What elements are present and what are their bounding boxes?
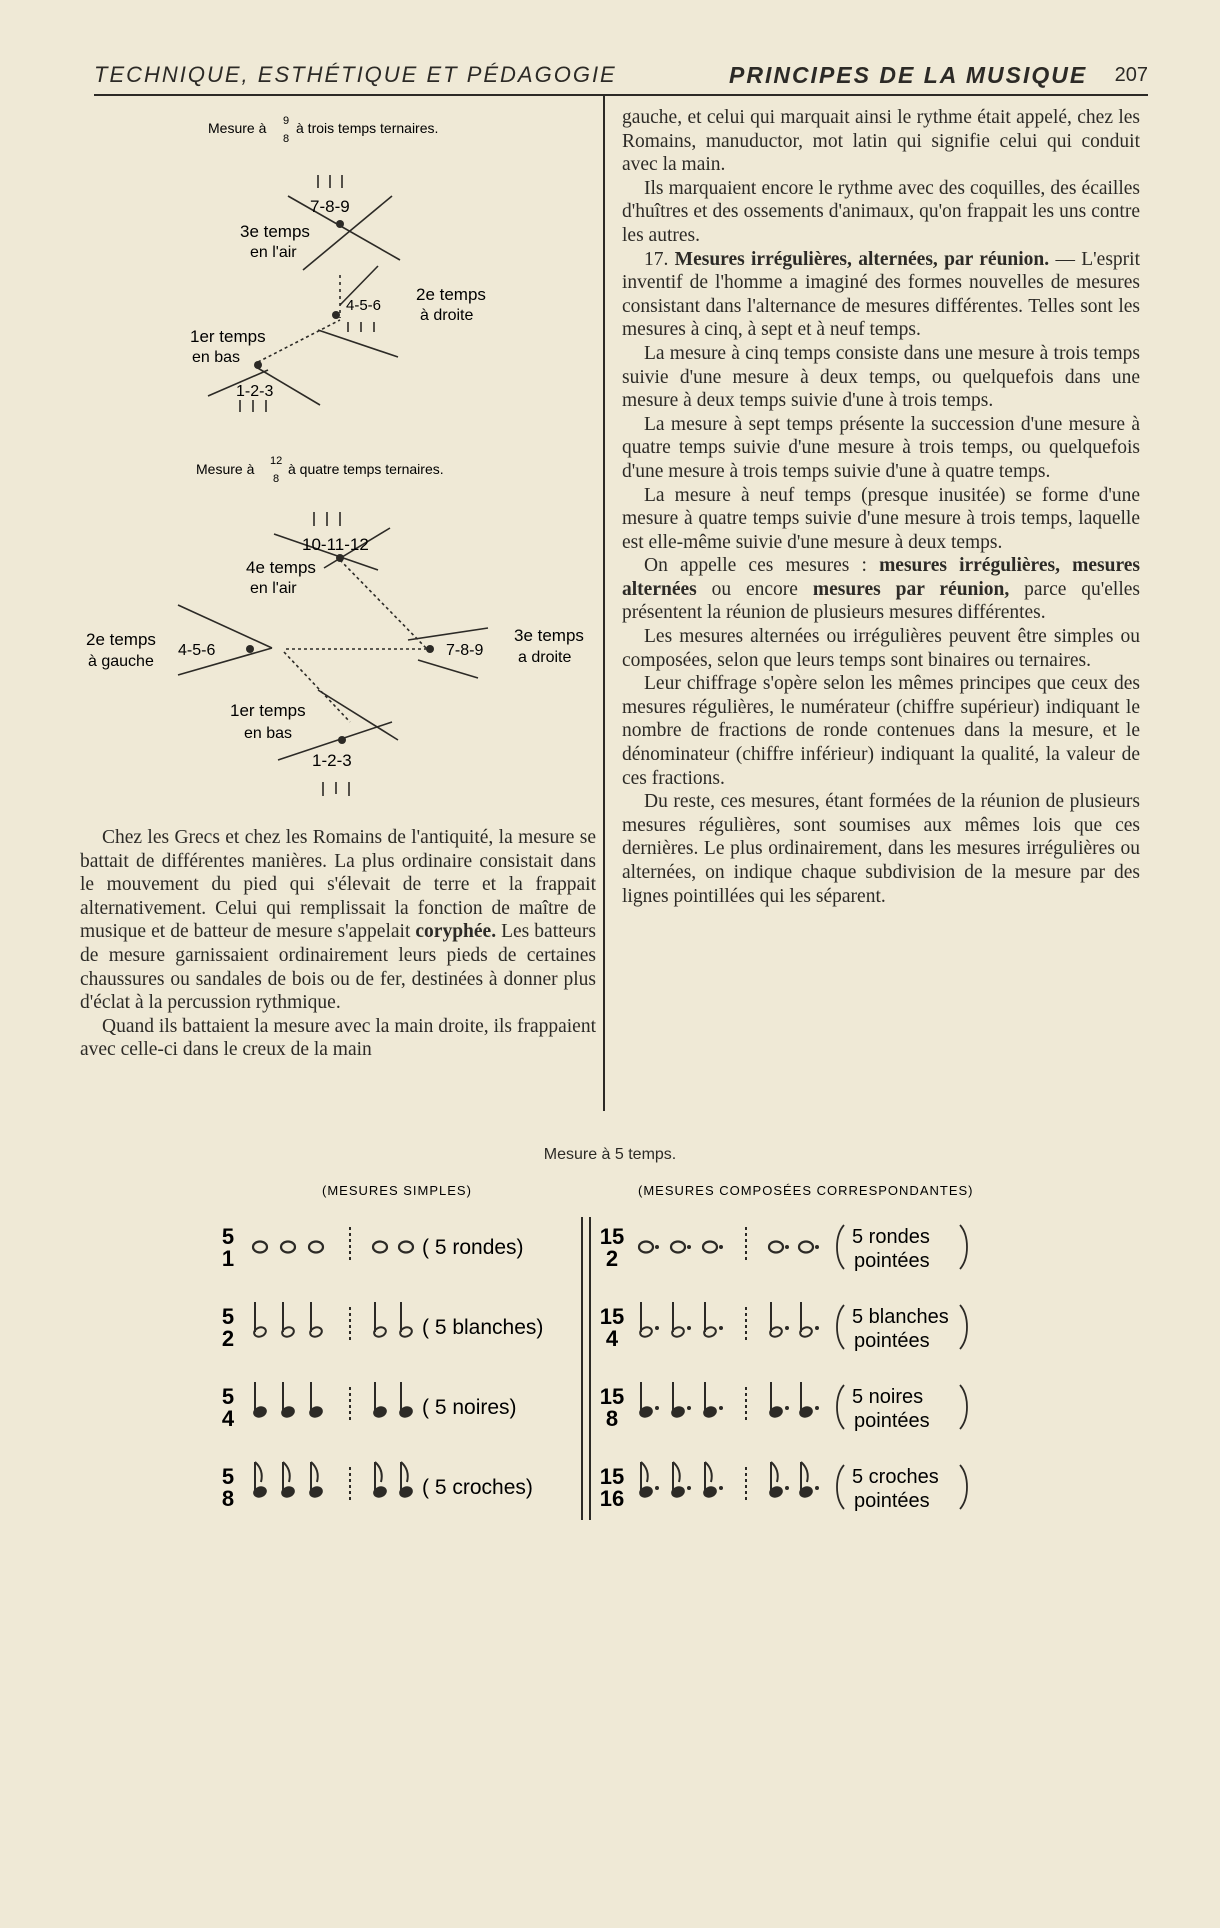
simple-time-signature-denominator: 8 xyxy=(221,1486,235,1511)
dotted-note-icon xyxy=(769,1242,789,1253)
paragraph: Du reste, ces mesures, étant formées de la réunion de plusieurs mesures régulières, sont soumises aux mêmes lois que ces dernières. Le plus ordinairement, dans les mesures irrégulières ou alternées, on indique chaque subdivision de la mesure par des lignes pointillées qui les séparent. xyxy=(622,791,1140,907)
diagram1-frac-den: 8 xyxy=(283,133,290,145)
compound-row-label: 5 rondes xyxy=(852,1226,930,1248)
paragraph-text: parce qu'elles présentent la réunion de plusieurs mesures différentes. xyxy=(622,578,1141,624)
diagram1-t2-sub: à droite xyxy=(420,307,474,324)
diagram1-frac-num: 9 xyxy=(283,115,290,127)
note-icon xyxy=(281,1242,295,1253)
compound-row-sublabel: pointées xyxy=(854,1410,930,1432)
dotted-note-icon xyxy=(671,1462,691,1498)
compound-time-signature-numerator: 15 xyxy=(599,1384,625,1409)
note-icon xyxy=(373,1382,387,1418)
note-icon xyxy=(399,1382,413,1418)
right-column-text xyxy=(622,106,1140,908)
note-icon xyxy=(253,1462,267,1498)
diagram2-t1-sub: en bas xyxy=(244,725,293,742)
paragraph-text: On appelle ces mesures : xyxy=(644,555,867,577)
paragraph: La mesure à sept temps présente la succession d'une mesure à quatre temps suivie d'une mesure à trois temps, ou quelquefois d'une mesure à trois temps suivie d'une à quatre temps. xyxy=(622,413,1140,482)
dotted-note-icon xyxy=(769,1382,789,1418)
section-17 xyxy=(622,248,1140,342)
beating-diagrams xyxy=(78,100,598,810)
dotted-note-icon xyxy=(799,1302,819,1338)
compound-time-signature-denominator: 16 xyxy=(599,1486,625,1511)
column-divider xyxy=(603,96,605,1111)
dotted-note-icon xyxy=(703,1382,723,1418)
compound-row-label: 5 blanches xyxy=(852,1306,949,1328)
compound-row-sublabel: pointées xyxy=(854,1330,930,1352)
running-header xyxy=(94,58,1148,96)
diagram2-caption-post: à quatre temps ternaires. xyxy=(288,461,444,477)
note-icon xyxy=(281,1302,295,1338)
compound-time-signature-denominator: 4 xyxy=(605,1326,619,1351)
paragraph xyxy=(622,554,1140,625)
diagram2-top-group: 10-11-12 xyxy=(302,535,369,554)
dotted-note-icon xyxy=(799,1242,819,1253)
simple-time-signature-numerator: 5 xyxy=(221,1464,235,1489)
section-number: 17. xyxy=(644,248,669,270)
simple-time-signature-numerator: 5 xyxy=(221,1304,235,1329)
page-number: 207 xyxy=(1114,64,1148,86)
paragraph xyxy=(80,826,596,1015)
diagram2-right-group: 7-8-9 xyxy=(446,642,484,659)
paragraph: La mesure à neuf temps (presque inusitée) se forme d'une mesure à quatre temps suivie d'une mesure à trois temps, laquelle est elle-même suivie d'une mesure à deux temps. xyxy=(622,484,1140,553)
left-table-header: (MESURES SIMPLES) xyxy=(322,1183,472,1198)
bold-term: mesures irrégulières, mesures alternées xyxy=(622,555,1140,600)
dotted-note-icon xyxy=(639,1242,659,1253)
paragraph: Quand ils battaient la mesure avec la main droite, ils frappaient avec celle-ci dans le creux de la main xyxy=(80,1015,596,1061)
simple-row-label: ( 5 blanches) xyxy=(422,1316,544,1339)
diagram2-bottom-group: 1-2-3 xyxy=(312,751,352,770)
note-icon xyxy=(253,1302,267,1338)
dotted-note-icon xyxy=(769,1302,789,1338)
note-icon xyxy=(373,1242,387,1253)
compound-time-signature-numerator: 15 xyxy=(599,1224,625,1249)
diagram2-frac-den: 8 xyxy=(273,473,280,485)
left-column-text xyxy=(80,826,596,1062)
diagram2-t1-label: 1er temps xyxy=(230,701,306,720)
diagram2-t3-label: 3e temps xyxy=(514,626,584,645)
simple-row-label: ( 5 croches) xyxy=(422,1476,533,1499)
simple-time-signature-denominator: 4 xyxy=(221,1406,235,1431)
diagram1-t3-label: 3e temps xyxy=(240,222,310,241)
compound-time-signature-numerator: 15 xyxy=(599,1304,625,1329)
paragraph: gauche, et celui qui marquait ainsi le rythme était appelé, chez les Romains, manuductor, mot latin qui signifie celui qui conduit avec la main. xyxy=(622,107,1140,176)
diagram-9-8 xyxy=(190,115,486,412)
section-heading: Mesures irrégulières, alternées, par réunion. xyxy=(674,248,1050,270)
note-icon xyxy=(399,1242,413,1253)
paragraph: Ils marquaient encore le rythme avec des coquilles, des écailles d'huîtres et des ossements d'animaux, qu'on frappait les uns contre les autres. xyxy=(622,177,1140,246)
diagram2-left-group: 4-5-6 xyxy=(178,642,216,659)
dotted-note-icon xyxy=(671,1382,691,1418)
diagram2-frac-num: 12 xyxy=(270,455,283,467)
diagram1-caption-post: à trois temps ternaires. xyxy=(296,120,439,136)
diagram1-t1-label: 1er temps xyxy=(190,327,266,346)
five-beat-measure-table xyxy=(190,1175,1050,1535)
table-title: Mesure à 5 temps. xyxy=(543,1146,677,1163)
simple-row-label: ( 5 noires) xyxy=(422,1396,517,1419)
dotted-note-icon xyxy=(799,1462,819,1498)
diagram1-t2-label: 2e temps xyxy=(416,285,486,304)
paragraph-text: Les batteurs de mesure garnissaient ordinairement leurs pieds de certaines chaussures ou sandales de bois ou de fer, destinées à donner plus d'éclat à la percussion rythmique. xyxy=(80,921,597,1014)
paragraph: Leur chiffrage s'opère selon les mêmes principes que ceux des mesures régulières, le numérateur (chiffre supérieur) indiquant le nombre de fractions de ronde contenues dans la mesure, et le dénominateur (chiffre inférieur) indiquant la qualité, la valeur de ces fractions. xyxy=(622,673,1140,789)
dotted-note-icon xyxy=(671,1242,691,1253)
diagram1-right-group: 4-5-6 xyxy=(346,297,382,314)
diagram1-t1-sub: en bas xyxy=(192,349,241,366)
note-icon xyxy=(309,1382,323,1418)
simple-time-signature-denominator: 2 xyxy=(221,1326,235,1351)
bold-term: mesures par réunion, xyxy=(812,578,1010,600)
compound-time-signature-numerator: 15 xyxy=(599,1464,625,1489)
note-icon xyxy=(253,1382,267,1418)
diagram1-caption-pre: Mesure à xyxy=(208,120,267,136)
dotted-note-icon xyxy=(671,1302,691,1338)
diagram2-t2-label: 2e temps xyxy=(86,630,156,649)
simple-time-signature-numerator: 5 xyxy=(221,1224,235,1249)
bold-term: coryphée. xyxy=(415,921,497,943)
simple-time-signature-numerator: 5 xyxy=(221,1384,235,1409)
diagram1-t3-sub: en l'air xyxy=(250,244,297,261)
paragraph-text: ou encore xyxy=(711,578,798,600)
dotted-note-icon xyxy=(639,1382,659,1418)
compound-time-signature-denominator: 8 xyxy=(605,1406,619,1431)
note-icon xyxy=(253,1242,267,1253)
simple-row-label: ( 5 rondes) xyxy=(422,1236,524,1259)
dotted-note-icon xyxy=(703,1462,723,1498)
dotted-note-icon xyxy=(769,1462,789,1498)
diagram2-caption-pre: Mesure à xyxy=(196,461,255,477)
note-icon xyxy=(309,1462,323,1498)
header-center-title: PRINCIPES DE LA MUSIQUE xyxy=(729,62,1088,88)
paragraph-text: — L'esprit inventif de l'homme a imaginé des formes nouvelles de mesures consistant dans l'alternance de mesures différentes. Telles sont les mesures à cinq, à sept et à neuf temps. xyxy=(622,248,1140,341)
note-icon xyxy=(309,1302,323,1338)
note-icon xyxy=(373,1302,387,1338)
note-icon xyxy=(399,1302,413,1338)
diagram2-t4-sub: en l'air xyxy=(250,580,297,597)
header-left-title: TECHNIQUE, ESTHÉTIQUE ET PÉDAGOGIE xyxy=(94,62,617,87)
compound-time-signature-denominator: 2 xyxy=(605,1246,619,1271)
simple-time-signature-denominator: 1 xyxy=(221,1246,235,1271)
compound-row-label: 5 croches xyxy=(852,1466,939,1488)
diagram2-t3-sub: a droite xyxy=(518,649,572,666)
dotted-note-icon xyxy=(639,1302,659,1338)
dotted-note-icon xyxy=(639,1462,659,1498)
right-table-header: (MESURES COMPOSÉES CORRESPONDANTES) xyxy=(638,1183,974,1198)
diagram2-t2-sub: à gauche xyxy=(88,653,154,670)
paragraph-text: Chez les Grecs et chez les Romains de l'antiquité, la mesure se battait de différentes manières. La plus ordinaire consistait dans le mouvement du pied qui s'élevait de terre et la frappait alternativement. Celui qui remplissait la fonction de maître de musique et de batteur de mesure s'appelait xyxy=(80,827,596,943)
note-icon xyxy=(373,1462,387,1498)
note-icon xyxy=(281,1462,295,1498)
paragraph: La mesure à cinq temps consiste dans une mesure à trois temps suivie d'une mesure à deux temps, ou quelquefois dans une mesure à deux temps suivie d'une à trois temps. xyxy=(622,342,1140,412)
diagram1-top-group: 7-8-9 xyxy=(310,197,350,216)
paragraph: Les mesures alternées ou irrégulières peuvent être simples ou composées, selon que leurs temps sont binaires ou ternaires. xyxy=(622,626,1140,671)
compound-row-sublabel: pointées xyxy=(854,1250,930,1272)
dotted-note-icon xyxy=(703,1302,723,1338)
diagram1-bottom-group: 1-2-3 xyxy=(236,383,274,400)
note-icon xyxy=(399,1462,413,1498)
compound-row-label: 5 noires xyxy=(852,1386,924,1408)
diagram2-t4-label: 4e temps xyxy=(246,558,316,577)
dotted-note-icon xyxy=(799,1382,819,1418)
dotted-note-icon xyxy=(703,1242,723,1253)
compound-row-sublabel: pointées xyxy=(854,1490,930,1512)
diagram-12-8 xyxy=(86,455,584,796)
note-icon xyxy=(281,1382,295,1418)
note-icon xyxy=(309,1242,323,1253)
